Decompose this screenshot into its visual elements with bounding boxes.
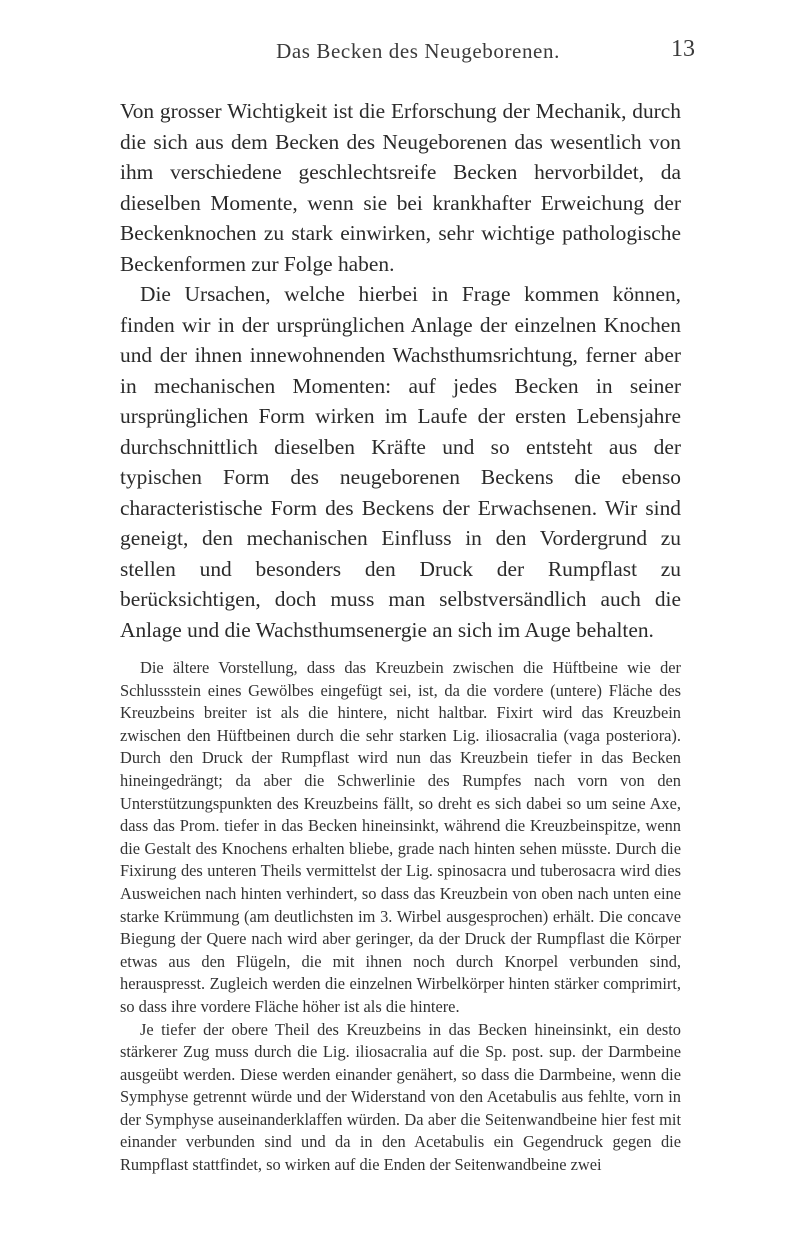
- small-print-block: [120, 657, 681, 1177]
- small-paragraph: Je tiefer der obere Theil des Kreuzbeins in das Becken hineinsinkt, ein desto stärkerer Zug muss durch die Lig. iliosacralia auf die Sp. post. sup. der Darmbeine ausgeübt werden. Diese werden einander genähert, so dass die Darmbeine, wenn die Symphyse getrennt würde und der Widerstand von den Acetabulis aus fehlte, vorn in der Symphyse auseinanderklaffen würden. Da aber die Seitenwandbeine hier fest mit einander verbunden sind und da in den Acetabulis ein Gegendruck gegen die Rumpflast stattfindet, so wirken auf die Enden der Seitenwandbeine zwei: [120, 1019, 681, 1175]
- main-text-block: [120, 96, 681, 645]
- running-title: Das Becken des Neugeborenen.: [276, 39, 560, 63]
- paragraph: Von grosser Wichtigkeit ist die Erforschung der Mechanik, durch die sich aus dem Becken des Neugeborenen das wesentlich von ihm verschiedene geschlechtsreife Becken hervorbildet, da dieselben Momente, wenn sie bei krankhafter Erweichung der Beckenknochen zu stark einwirken, sehr wichtige pathologische Beckenformen zur Folge haben.: [120, 99, 681, 276]
- page-body: [120, 96, 681, 1177]
- paragraph: Die Ursachen, welche hierbei in Frage kommen können, finden wir in der ursprünglichen Anlage der einzelnen Knochen und der ihnen innewohnenden Wachsthumsrichtung, ferner aber in mechanischen Momenten: auf jedes Becken in seiner ursprünglichen Form wirken im Laufe der ersten Lebensjahre durchschnittlich dieselben Kräfte und so entsteht aus der typischen Form des neugeborenen Beckens die ebenso characteristische Form des Beckens der Erwachsenen. Wir sind geneigt, den mechanischen Einfluss in den Vordergrund zu stellen und besonders den Druck der Rumpflast zu berücksichtigen, doch muss man selbstversändlich auch die Anlage und die Wachsthumsenergie an sich im Auge behalten.: [120, 282, 681, 642]
- small-paragraph: Die ältere Vorstellung, dass das Kreuzbein zwischen die Hüftbeine wie der Schlussstein eines Gewölbes eingefügt sei, ist, da die vordere (untere) Fläche des Kreuzbeins breiter ist als die hintere, nicht haltbar. Fixirt wird das Kreuzbein zwischen den Hüftbeinen durch die sehr starken Lig. iliosacralia (vaga posteriora). Durch den Druck der Rumpflast wird nun das Kreuzbein tiefer in das Becken hineingedrängt; da aber die Schwerlinie des Rumpfes nach vorn von den Unterstützungspunkten des Kreuzbeins fällt, so dreht es sich dabei so um seine Axe, dass das Prom. tiefer in das Becken hineinsinkt, während die Kreuzbeinspitze, wenn die Gestalt des Knochens erhalten bliebe, grade nach hinten sehen müsste. Durch die Fixirung des unteren Theils vermittelst der Lig. spinosacra und tuberosacra wird dies Ausweichen nach hinten verhindert, so dass das Kreuzbein von oben nach unten eine starke Krümmung (am deutlichsten im 3. Wirbel ausgesprochen) erhält. Die concave Biegung der Quere nach wird aber geringer, da der Druck der Rumpflast die Körper etwas aus den Flügeln, die mit ihnen noch durch Knorpel verbunden sind, herauspresst. Zugleich werden die einzelnen Wirbelkörper hinten stärker comprimirt, so dass ihre vordere Fläche höher ist als die hintere.: [120, 658, 681, 1016]
- page-number: 13: [671, 36, 695, 62]
